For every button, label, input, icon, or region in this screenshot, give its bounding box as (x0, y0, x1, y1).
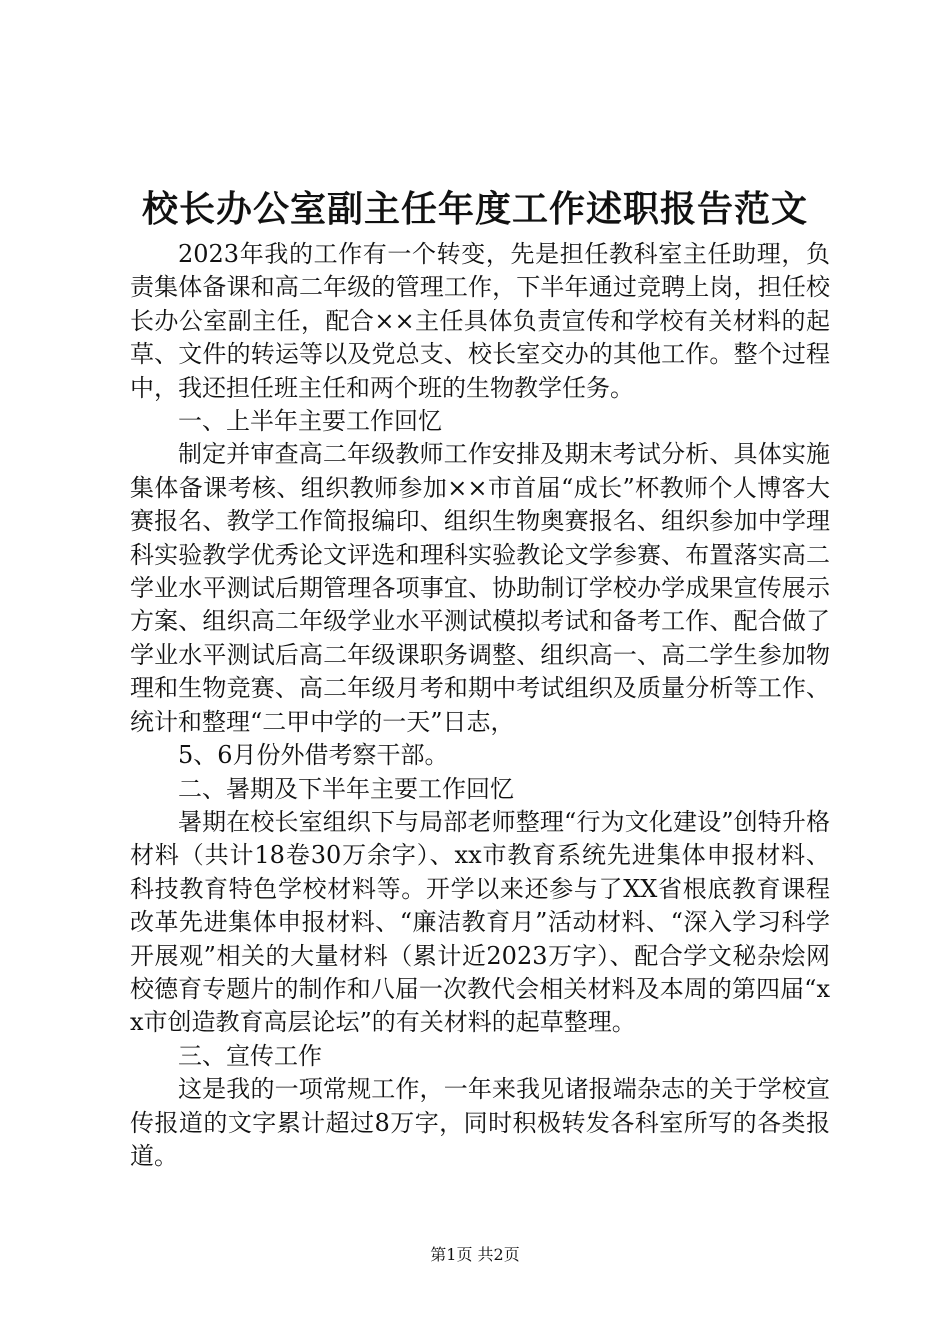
paragraph-first-half-work: 制定并审查高二年级教师工作安排及期末考试分析、具体实施集体备课考核、组织教师参加××市首届“成长”杯教师个人博客大赛报名、教学工作简报编印、组织生物奥赛报名、组织参加中学理科实验教学优秀论文评选和理科实验教论文学参赛、布置落实高二学业水平测试后期管理各项事宜、协助制订学校办学成果宣传展示方案、组织高二年级学业水平测试模拟考试和备考工作、配合做了学业水平测试后高二年级课职务调整、组织高一、高二学生参加物理和生物竞赛、高二年级月考和期中考试组织及质量分析等工作、统计和整理“二甲中学的一天”日志， (130, 440, 830, 736)
section-heading-second-half: 二、暑期及下半年主要工作回忆 (178, 774, 514, 803)
paragraph-publicity-work: 这是我的一项常规工作，一年来我见诸报端杂志的关于学校宣传报道的文字累计超过8万字，同时积极转发各科室所写的各类报道。 (130, 1075, 830, 1170)
page-number-label: 第1页 共2页 (430, 1245, 520, 1264)
document-title: 校长办公室副主任年度工作述职报告范文 (141, 188, 808, 230)
page-footer (0, 1243, 950, 1267)
paragraph-second-half-work: 暑期在校长室组织下与局部老师整理“行为文化建设”创特升格材料（共计18卷30万余字）、xx市教育系统先进集体申报材料、科技教育特色学校材料等。开学以来还参与了XX省根底教育课程改革先进集体申报材料、“廉洁教育月”活动材料、“深入学习科学开展观”相关的大量材料（累计近2023万字）、配合学文秘杂烩网校德育专题片的制作和八届一次教代会相关材料及本周的第四届“xx市创造教育高层论坛”的有关材料的起草整理。 (130, 807, 830, 1037)
paragraph-may-june: 5、6月份外借考察干部。 (178, 741, 449, 770)
document-body (130, 238, 830, 1173)
section-heading-first-half: 一、上半年主要工作回忆 (178, 407, 442, 436)
section-heading-publicity: 三、宣传工作 (178, 1041, 322, 1070)
paragraph-intro: 2023年我的工作有一个转变，先是担任教科室主任助理，负责集体备课和高二年级的管理工作，下半年通过竞聘上岗，担任校长办公室副主任，配合××主任具体负责宣传和学校有关材料的起草、文件的转运等以及党总支、校长室交办的其他工作。整个过程中，我还担任班主任和两个班的生物教学任务。 (130, 240, 830, 402)
